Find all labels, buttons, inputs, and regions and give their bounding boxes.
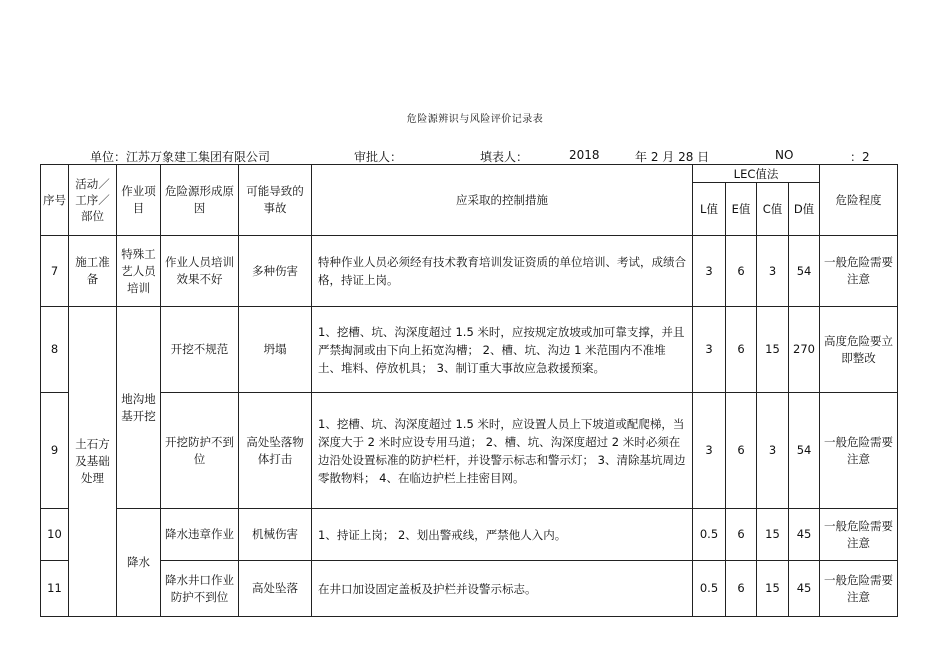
- row-seq: 11: [41, 561, 69, 617]
- row-accident: 高处坠落: [239, 561, 312, 617]
- table-row: [41, 393, 898, 509]
- row-level: 一般危险需要注意: [820, 561, 898, 617]
- row-measures: 1、挖槽、坑、沟深度超过 1.5 米时，应按规定放坡或加可靠支撑，并且严禁掏洞或由下向上拓宽沟槽； 2、槽、坑、沟边 1 米范围内不准堆土、堆料、停放机具； 3、制订重大事故应急救援预案。: [312, 307, 693, 393]
- row-level: 一般危险需要注意: [820, 393, 898, 509]
- row-l: 3: [693, 307, 726, 393]
- header-accident: 可能导致的事故: [239, 165, 312, 236]
- row-d: 45: [789, 509, 820, 561]
- year-value: 2018: [569, 148, 600, 162]
- row-measures: 特种作业人员必须经有技术教育培训发证资质的单位培训、考试，成绩合格，持证上岗。: [312, 236, 693, 307]
- row-d: 270: [789, 307, 820, 393]
- row-e: 6: [726, 561, 757, 617]
- row-d: 45: [789, 561, 820, 617]
- filler-label: 填表人：: [480, 150, 529, 164]
- row-e: 6: [726, 509, 757, 561]
- row-work-item: 地沟地基开挖: [117, 307, 161, 509]
- header-c: C值: [757, 183, 789, 236]
- row-seq: 10: [41, 509, 69, 561]
- form-meta: [0, 148, 950, 164]
- row-level: 一般危险需要注意: [820, 236, 898, 307]
- row-hazard: 降水违章作业: [161, 509, 239, 561]
- header-d: D值: [789, 183, 820, 236]
- table-row: [41, 307, 898, 393]
- row-c: 15: [757, 307, 789, 393]
- header-activity: 活动／工序／部位: [69, 165, 117, 236]
- header-work-item: 作业项目: [117, 165, 161, 236]
- row-measures: 1、持证上岗； 2、划出警戒线，严禁他人入内。: [312, 509, 693, 561]
- row-activity: 施工准备: [69, 236, 117, 307]
- header-hazard: 危险源形成原因: [161, 165, 239, 236]
- page-title: 危险源辨识与风险评价记录表: [406, 114, 544, 125]
- header-e: E值: [726, 183, 757, 236]
- row-e: 6: [726, 393, 757, 509]
- row-e: 6: [726, 307, 757, 393]
- row-c: 3: [757, 393, 789, 509]
- header-measures: 应采取的控制措施: [312, 165, 693, 236]
- row-work-item: 特殊工艺人员培训: [117, 236, 161, 307]
- date-value: 年 2 月 28 日: [635, 150, 710, 164]
- row-seq: 8: [41, 307, 69, 393]
- row-accident: 机械伤害: [239, 509, 312, 561]
- row-accident: 高处坠落物体打击: [239, 393, 312, 509]
- table-row: [41, 509, 898, 561]
- table-row: [41, 236, 898, 307]
- header-seq: 序号: [41, 165, 69, 236]
- row-work-item: 降水: [117, 509, 161, 617]
- row-c: 15: [757, 561, 789, 617]
- row-l: 0.5: [693, 561, 726, 617]
- row-l: 0.5: [693, 509, 726, 561]
- no-value: ：2: [850, 150, 870, 164]
- header-lec: LEC值法: [693, 165, 820, 183]
- header-l: L值: [693, 183, 726, 236]
- no-label: NO: [775, 148, 794, 162]
- row-l: 3: [693, 393, 726, 509]
- approver-label: 审批人：: [354, 150, 403, 164]
- header-level: 危险程度: [820, 165, 898, 236]
- row-hazard: 作业人员培训效果不好: [161, 236, 239, 307]
- row-l: 3: [693, 236, 726, 307]
- hazard-record-table: [40, 164, 898, 617]
- row-level: 一般危险需要注意: [820, 509, 898, 561]
- unit-label: 单位：江苏万象建工集团有限公司: [90, 150, 271, 164]
- table-row: [41, 561, 898, 617]
- row-hazard: 开挖防护不到位: [161, 393, 239, 509]
- row-accident: 多种伤害: [239, 236, 312, 307]
- row-seq: 7: [41, 236, 69, 307]
- row-hazard: 开挖不规范: [161, 307, 239, 393]
- row-measures: 1、挖槽、坑、沟深度超过 1.5 米时，应设置人员上下坡道或配爬梯，当深度大于 2 米时应设专用马道； 2、槽、坑、沟深度超过 2 米时必须在边沿处设置标准的防护栏杆，并设警示标志和警示灯； 3、清除基坑周边零散物料； 4、在临边护栏上挂密目网。: [312, 393, 693, 509]
- row-hazard: 降水井口作业防护不到位: [161, 561, 239, 617]
- row-c: 3: [757, 236, 789, 307]
- row-measures: 在井口加设固定盖板及护栏并设警示标志。: [312, 561, 693, 617]
- row-seq: 9: [41, 393, 69, 509]
- row-d: 54: [789, 236, 820, 307]
- header-row-1: [41, 165, 898, 183]
- row-activity: 土石方及基础处理: [69, 307, 117, 617]
- row-accident: 坍塌: [239, 307, 312, 393]
- row-level: 高度危险要立即整改: [820, 307, 898, 393]
- row-e: 6: [726, 236, 757, 307]
- row-d: 54: [789, 393, 820, 509]
- row-c: 15: [757, 509, 789, 561]
